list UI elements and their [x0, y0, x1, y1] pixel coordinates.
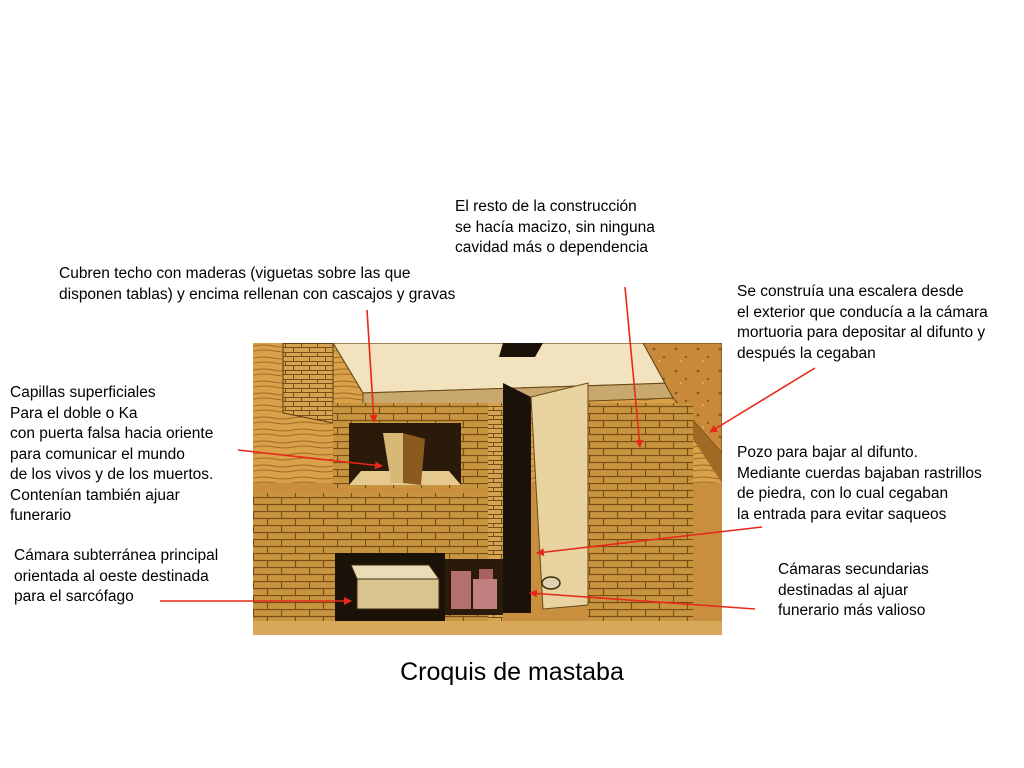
annotation-line: Cámaras secundarias: [778, 561, 929, 578]
diagram-title: Croquis de mastaba: [400, 658, 624, 686]
annotation-line: el exterior que conducía a la cámara: [737, 303, 988, 321]
right-masonry: [588, 403, 693, 633]
annotation-line: para comunicar el mundo: [10, 445, 185, 463]
annotation-line: Cubren techo con maderas (viguetas sobre las que: [59, 265, 411, 282]
annotation-line: Se construía una escalera desde: [737, 283, 964, 300]
annotation-line: para el sarcófago: [14, 588, 134, 605]
annotation-line: con puerta falsa hacia oriente: [10, 425, 214, 442]
funerary-goods: [473, 579, 497, 609]
funerary-goods: [451, 571, 471, 609]
annotation-line: Mediante cuerdas bajaban rastrillos: [737, 464, 982, 482]
annotation-line: después la cegaban: [737, 344, 876, 362]
mastaba-illustration: [253, 343, 722, 635]
annotation-escalera: [737, 282, 988, 364]
annotation-camaras-secundarias: [778, 560, 929, 622]
annotation-line: Contenían también ajuar: [10, 486, 180, 504]
annotation-line: Pozo para bajar al difunto.: [737, 444, 918, 461]
annotation-line: se hacía macizo, sin ninguna: [455, 218, 655, 236]
annotation-line: de los vivos y de los muertos.: [10, 466, 214, 483]
annotation-line: mortuoria para depositar al difunto y: [737, 324, 986, 341]
funerary-goods: [479, 569, 493, 579]
annotation-line: Capillas superficiales: [10, 384, 156, 401]
sarcophagus-lid: [351, 565, 439, 579]
annotation-line: El resto de la construcción: [455, 198, 637, 215]
sarcophagus-body: [357, 579, 439, 609]
shaft-bottom-stone: [542, 577, 560, 589]
annotation-line: destinadas al ajuar: [778, 581, 909, 599]
shaft-left-wall: [503, 383, 531, 613]
annotation-pozo: [737, 443, 982, 525]
annotation-techo: [59, 264, 455, 305]
annotation-line: orientada al oeste destinada: [14, 567, 209, 585]
annotation-camara-principal: [14, 546, 218, 608]
annotation-capillas: [10, 383, 213, 527]
annotation-line: funerario: [10, 507, 72, 524]
annotation-line: la entrada para evitar saqueos: [737, 505, 947, 523]
annotation-line: disponen tablas) y encima rellenan con cascajos y gravas: [59, 285, 456, 303]
left-tower-wall: [283, 343, 333, 423]
annotation-line: Cámara subterránea principal: [14, 547, 219, 564]
underground-floor: [253, 621, 722, 635]
annotation-line: de piedra, con lo cual cegaban: [737, 485, 949, 502]
annotation-line: Para el doble o Ka: [10, 404, 138, 422]
annotation-line: cavidad más o dependencia: [455, 239, 649, 256]
arrow-escalera: [710, 368, 815, 432]
annotation-resto: [455, 197, 655, 259]
annotation-line: funerario más valioso: [778, 602, 926, 619]
